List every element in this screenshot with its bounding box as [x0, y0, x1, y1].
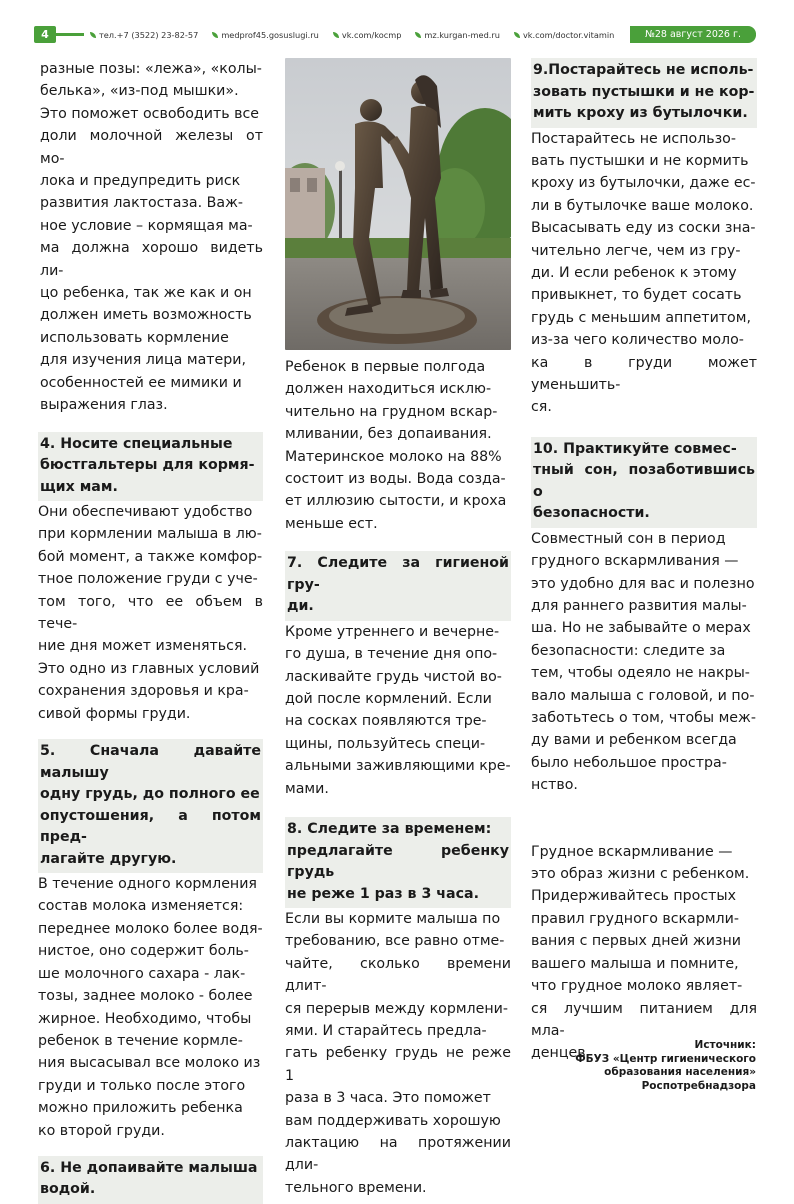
contact-site-mz[interactable] [415, 30, 500, 40]
column-3 [531, 58, 757, 1065]
section-4-text: Они обеспечивают удобство при кормлении малыша в лю- бой момент, а также комфор- тное положение груди с уче- том того, что ее объем в тече- ние дня может изменяться. Это одно из главных условий сохранения здоровья и кра- сивой формы груди. [38, 504, 263, 722]
page-number: 4 [34, 26, 56, 43]
contact-site-mz-text: mz.kurgan-med.ru [424, 29, 500, 40]
leaf-icon [90, 32, 96, 38]
section-7-heading: 7. Следите за гигиеной гру- ди. [285, 551, 511, 621]
section-4-heading: 4. Носите специальные бюстгальтеры для кормя- щих мам. [38, 432, 263, 502]
section-8-heading: 8. Следите за временем: предлагайте ребенку грудь не реже 1 раз в 3 часа. [285, 817, 511, 908]
contact-site-medprof[interactable] [212, 30, 319, 40]
section-9-text: Постарайтесь не использо- вать пустышки и не кормить кроху из бутылочки, даже ес- ли в бутылочке ваше молоко. Высасывать еду из соски зна- чительно легче, чем из гру- ди. И если ребенок к этому привыкнет, то будет сосать грудь с меньшим аппетитом, из-за чего количество моло- ка в груди может уменьшить- ся. [531, 130, 757, 416]
section-5-heading: 5. Сначала давайте малышу одну грудь, до полного ее опустошения, а потом пред- лагайте другую. [38, 739, 263, 873]
leaf-icon [212, 32, 218, 38]
contact-site-medprof-text: medprof45.gosuslugi.ru [221, 29, 319, 40]
section-5-text: В течение одного кормления состав молока изменяется: переднее молоко более водя- нистое, оно содержит боль- ше молочного сахара - лак- тозы, заднее молоко - более жирное. Необходимо, чтобы ребенок в течение кормле- ния высасывал все молоко из груди и только после этого можно приложить ребенка ко второй груди. [38, 876, 263, 1139]
contact-vk-doctor-text: vk.com/doctor.vitamin [522, 29, 615, 40]
photo-caption-paragraph: Ребенок в первые полгода должен находиться исклю- чительно на грудном вскар- мливании, без допаивания. Материнское молоко на 88% состоит из воды. Вода созда- ет иллюзию сытости, и кроха меньше ест. [285, 359, 507, 532]
page-header [34, 26, 756, 43]
contact-phone [90, 30, 198, 40]
column-1 [38, 58, 263, 1204]
leaf-icon [415, 32, 421, 38]
contact-vk-kocmp-text: vk.com/kocmp [341, 29, 402, 40]
leaf-icon [514, 32, 520, 38]
statue-photo [285, 58, 511, 350]
leaf-icon [333, 32, 339, 38]
section-8-text: Если вы кормите малыша по требованию, все равно отме- чайте, сколько времени длит- ся перерыв между кормлени- ями. И старайтесь предла- гать ребенку грудь не реже 1 раза в 3 часа. Это поможет вам поддерживать хорошую лактацию на протяжении дли- тельного времени. [285, 911, 511, 1196]
issue-badge: №28 август 2026 г. [630, 26, 756, 43]
contact-vk-kocmp[interactable] [333, 30, 402, 40]
section-6-heading: 6. Не допаивайте малыша водой. [38, 1156, 263, 1204]
section-7-text: Кроме утреннего и вечерне- го душа, в течение дня опо- ласкивайте грудь чистой во- дой после кормлений. Если на сосках появляются тре- щины, пользуйтесь специ- альными заживляющими кре- мами. [285, 623, 511, 797]
section-10-text: Совместный сон в период грудного вскармливания — это удобно для вас и полезно для раннего развития малы- ша. Но не забывайте о мерах безопасности: следите за тем, чтобы одеяло не накры- вало малыша с головой, и по- заботьтесь о том, чтобы меж- ду вами и ребенком всегда было небольшое простра- нство. [531, 530, 756, 794]
section-9-heading: 9.Постарайтесь не исполь- зовать пустышки и не кор- мить кроху из бутылочки. [531, 58, 757, 128]
contact-vk-doctor[interactable] [514, 30, 614, 40]
section-10-heading: 10. Практикуйте совмес- тный сон, позаботившись о безопасности. [531, 437, 757, 528]
column-2 [285, 58, 511, 1199]
intro-paragraph: разные позы: «лежа», «колы- белька», «из-под мышки». Это поможет освободить все доли молочной железы от мо- лока и предупредить риск развития лактостаза. Важ- ное условие – кормящая ма- ма должна хорошо видеть ли- цо ребенка, так же как и он должен иметь возможность использовать кормление для изучения лица матери, особенностей ее мимики и выражения глаз. [40, 61, 263, 414]
conclusion-paragraph: Грудное вскармливание — это образ жизни с ребенком. Придерживайтесь простых правил грудного вскармли- вания с первых дней жизни вашего малыша и помните, что грудное молоко являет- ся лучшим питанием для мла- денцев. [531, 843, 757, 1062]
contact-phone-text: тел.+7 (3522) 23-82-57 [99, 29, 199, 40]
contact-strip [84, 26, 644, 43]
source-credit: Источник: ФБУЗ «Центр гигиенического образования населения» Роспотребнадзора [575, 1039, 756, 1092]
